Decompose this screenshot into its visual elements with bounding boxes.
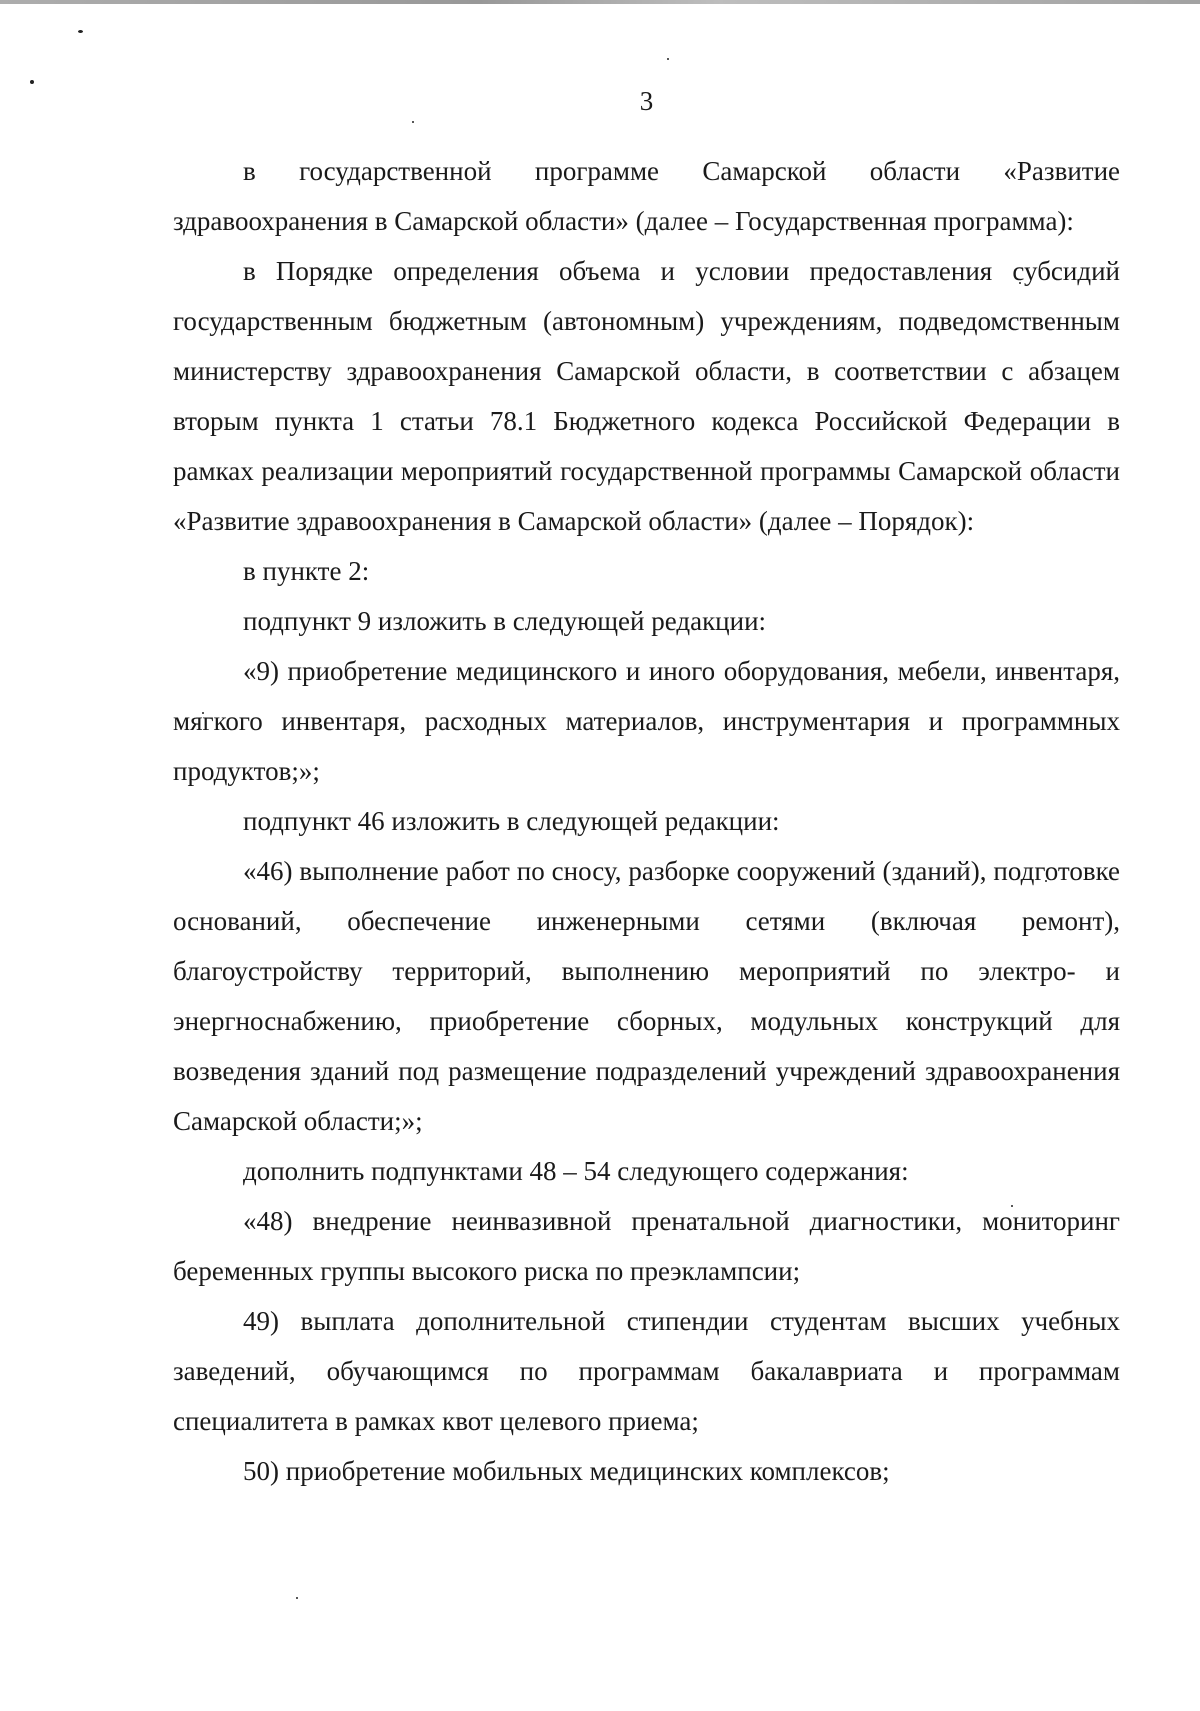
paragraph-subpoint-49: 49) выплата дополнительной стипендии студентам высших учебных заведений, обучающимся по программам бакалавриата и программам специалитета в рамках квот целевого приема; (173, 1306, 1120, 1436)
scan-speck (296, 1597, 298, 1599)
page-number: 3 (639, 86, 654, 116)
paragraph-subpoint-9-text: «9) приобретение медицинского и иного оборудования, мебели, инвентаря, мягкого инвентаря, расходных материалов, инструментария и программных продуктов;»; (173, 656, 1120, 786)
scan-top-edge (0, 0, 1200, 4)
scan-speck (412, 121, 414, 123)
paragraph-subpoint-9-intro: подпункт 9 изложить в следующей редакции: (243, 606, 767, 636)
paragraph-subsidy-procedure: в Порядке определения объема и условии предоставления субсидий государственным бюджетным (автономным) учреждениям, подведомственным министерству здравоохранения Самарской области, в соответствии с абзацем вторым пункта 1 статьи 78.1 Бюджетного кодекса Российской Федерации в рамках реализации мероприятий государственной программы Самарской области «Развитие здравоохранения в Самарской области» (далее – Порядок): (173, 256, 1120, 536)
paragraph-subpoint-50: 50) приобретение мобильных медицинских комплексов; (243, 1456, 890, 1486)
scan-speck (78, 30, 83, 33)
scan-speck (30, 80, 34, 84)
paragraph-state-program: в государственной программе Самарской области «Развитие здравоохранения в Самарской области» (далее – Государственная программа): (173, 156, 1120, 236)
paragraph-subpoints-48-54-intro: дополнить подпунктами 48 – 54 следующего содержания: (243, 1156, 909, 1186)
document-body (173, 146, 1120, 1496)
paragraph-point-2: в пункте 2: (243, 556, 370, 586)
paragraph-subpoint-46-text: «46) выполнение работ по сносу, разборке сооружений (зданий), подготовке оснований, обеспечение инженерными сетями (включая ремонт), благоустройству территорий, выполнению мероприятий по электро- и энергноснабжению, приобретение сборных, модульных конструкций для возведения зданий под размещение подразделений учреждений здравоохранения Самарской области;»; (173, 856, 1120, 1136)
paragraph-subpoint-46-intro: подпункт 46 изложить в следующей редакции: (243, 806, 780, 836)
scan-speck (667, 58, 669, 60)
paragraph-subpoint-48: «48) внедрение неинвазивной пренатальной диагностики, мониторинг беременных группы высокого риска по преэклампсии; (173, 1206, 1120, 1286)
